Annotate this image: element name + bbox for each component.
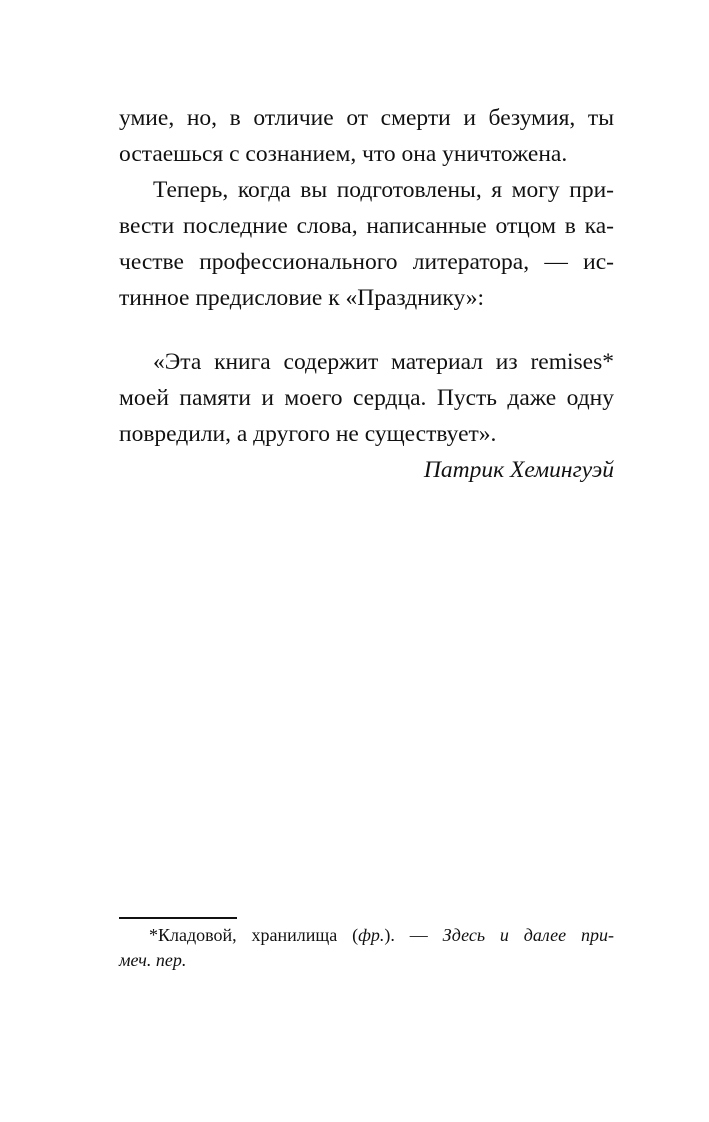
text-line: моей памяти и моего сердца. Пусть даже одну [119, 385, 614, 411]
text-line: повредили, а другого не существует». [119, 421, 497, 447]
footnote-text-mid: ). — [384, 925, 443, 945]
text-line: Теперь, когда вы подготовлены, я могу при- [153, 177, 614, 203]
footnote-note: Здесь и далее при- [442, 925, 614, 945]
text-line: «Эта книга содержит материал из remises* [153, 349, 614, 375]
paragraph-2 [119, 172, 614, 316]
footnote-text: Кладовой, хранилища ( [158, 925, 359, 945]
text-line: остаешься с сознанием, что она уничтожена. [119, 141, 568, 167]
text-line: тинное предисловие к «Празднику»: [119, 285, 485, 311]
footnote [119, 923, 614, 973]
footnote-abbr: фр. [358, 925, 385, 945]
paragraph-1 [119, 100, 614, 172]
main-text [119, 100, 614, 488]
text-line: честве профессионального литератора, — ис- [119, 249, 614, 275]
footnote-marker: * [149, 925, 158, 945]
footnote-divider [119, 917, 237, 919]
text-line: умие, но, в отличие от смерти и безумия, ты [119, 105, 614, 131]
footnote-line-2: меч. пер. [119, 950, 187, 970]
footnote-line-1 [119, 923, 614, 948]
signature: Патрик Хемингуэй [423, 457, 614, 483]
paragraph-gap [119, 316, 614, 344]
text-line: вести последние слова, написанные отцом в ка- [119, 213, 614, 239]
quote-paragraph [119, 344, 614, 452]
